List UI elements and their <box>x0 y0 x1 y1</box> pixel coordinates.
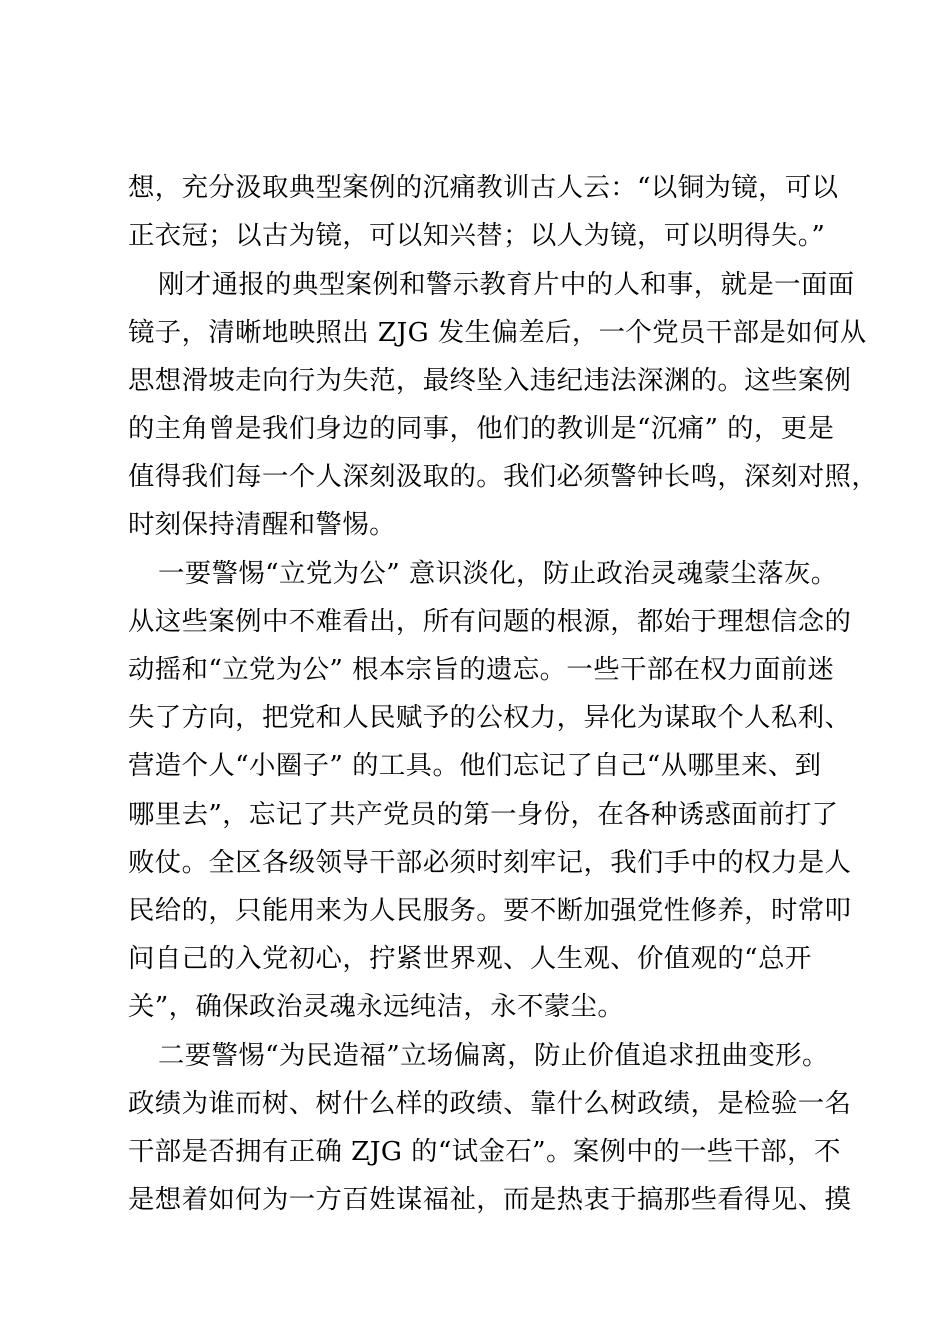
text-line: 关”，确保政治灵魂永远纯洁，永不蒙尘。 <box>128 991 625 1022</box>
text-line: 思想滑坡走向行为失范，最终坠入违纪违法深渊的。这些案例 <box>128 365 852 396</box>
text-line: 败仗。全区各级领导干部必须时刻牢记，我们手中的权力是人 <box>128 847 852 878</box>
text-line: 营造个人“小圈子” 的工具。他们忘记了自己“从哪里来、到 <box>128 750 822 781</box>
text-line: 镜子，清晰地映照出 ZJG 发生偏差后，一个党员干部是如何从 <box>128 317 867 348</box>
text-line: 时刻保持清醒和警惕。 <box>128 509 396 540</box>
text-line: 从这些案例中不难看出，所有问题的根源，都始于理想信念的 <box>128 606 852 637</box>
text-line: 民给的，只能用来为人民服务。要不断加强党性修养，时常叩 <box>128 895 852 926</box>
text-line: 动摇和“立党为公” 根本宗旨的遗忘。一些干部在权力面前迷 <box>128 654 835 685</box>
paragraph-first-line: 二要警惕“为民造福”立场偏离，防止价值追求扭曲变形。 <box>158 1040 829 1071</box>
paragraph-first-line: 刚才通报的典型案例和警示教育片中的人和事，就是一面面 <box>158 269 855 300</box>
text-line: 是想着如何为一方百姓谋福祉，而是热衷于搞那些看得见、摸 <box>128 1184 852 1215</box>
text-line: 正衣冠；以古为镜，可以知兴替；以人为镜，可以明得失。” <box>128 220 826 251</box>
text-line: 哪里去”，忘记了共产党员的第一身份，在各种诱惑面前打了 <box>128 799 839 830</box>
text-line: 想，充分汲取典型案例的沉痛教训古人云：“以铜为镜，可以 <box>128 172 839 203</box>
text-line: 问自己的入党初心，拧紧世界观、人生观、价值观的“总开 <box>128 943 812 974</box>
text-line: 的主角曾是我们身边的同事，他们的教训是“沉痛” 的，更是 <box>128 413 835 444</box>
text-line: 失了方向，把党和人民赋予的公权力，异化为谋取个人私利、 <box>128 702 852 733</box>
text-line: 值得我们每一个人深刻汲取的。我们必须警钟长鸣，深刻对照， <box>128 461 879 492</box>
paragraph-first-line: 一要警惕“立党为公” 意识淡化，防止政治灵魂蒙尘落灰。 <box>158 558 838 589</box>
text-line: 政绩为谁而树、树什么样的政绩、靠什么树政绩，是检验一名 <box>128 1088 852 1119</box>
text-line: 干部是否拥有正确 ZJG 的“试金石”。案例中的一些干部，不 <box>128 1136 841 1167</box>
